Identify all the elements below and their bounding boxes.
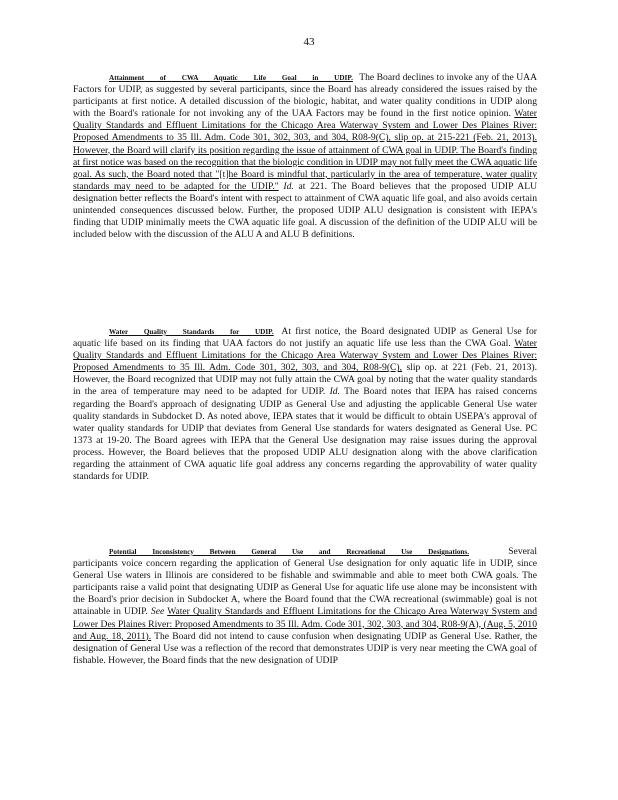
citation-text: Water Quality Standards and Effluent Limitations for the Chicago Area Waterway System and Lower Des Plaines River: Proposed Amendments to 35 Ill. Adm. Code 301, 302, 303, and 304, R08-9(C), slip op. at 215-221 (Feb. 21, 2013). However, the Board will clarify its position regarding the issue of attainment of CWA goal in UDIP. The Board's finding at first notice was based on the recognition that the biologic condition in UDIP may not fully meet the CWA aquatic life goal. As such, the Board noted that "[t]he Board is mindful that, particularly in the area of temperature, water quality standards may need to be adapted for the UDIP." bbox=[73, 108, 537, 192]
citation-signal: Id. bbox=[329, 386, 340, 398]
paragraph-text: at 221. The Board believes that the proposed UDIP ALU designation better reflects the Board's intent with respect to attainment of CWA aquatic life goal, and also avoids certain unintended consequences discussed below. Further, the proposed UDIP ALU designation is consistent with IEPA's finding that UDIP minimally meets the CWA aquatic life goal. A discussion of the definition of the UDIP ALU will be included below with the discussion of the ALU A and ALU B definitions. bbox=[73, 180, 538, 241]
paragraph-text: Several participants voice concern regarding the application of General Use designation for only aquatic life in UDIP, since General Use waters in Illinois are considered to be fishable and swimmable and able to meet both CWA goals. The participants raise a valid point that designating UDIP as General Use for aquatic life use alone may be inconsistent with the Board's prior decision in Subdocket A, where the Board found that the CWA recreational (swimmable) goal is not attainable in UDIP. bbox=[73, 546, 537, 618]
paragraph-aquatic-life-goal bbox=[73, 72, 537, 241]
citation-signal: Id. bbox=[283, 180, 294, 192]
paragraph-text: The Board did not intend to cause confusion when designating UDIP as General Use. Rather, the designation of General Use was a reflection of the record that demonstrates UDIP is very near meeting the CWA goal of fishable. However, the Board finds that the new designation of UDIP bbox=[73, 630, 537, 666]
paragraph-text: The Board notes that IEPA has raised concerns regarding the Board's approach of designating UDIP as General Use and adjusting the applicable General Use water quality standards in Subdocket D. As noted above, IEPA states that it would be difficult to obtain USEPA's approval of water quality standards for UDIP that deviates from General Use standards for waters designated as General Use. PC 1373 at 19-20. The Board agrees with IEPA that the General Use designation may raise issues during the approval process. However, the Board believes that the proposed UDIP ALU designation along with the above clarification regarding the attainment of CWA aquatic life goal address any concerns regarding the approvability of water quality standards for UDIP. bbox=[73, 386, 537, 483]
citation-text: Water Quality Standards and Effluent Limitations for the Chicago Area Waterway System and Lower Des Plaines River: Proposed Amendments to 35 Ill. Adm. Code 301, 302, 303, and 304, R08-9(A), (Aug. 5, 2010 and Aug. 18, 2011). bbox=[73, 606, 537, 642]
paragraph-text: slip op. at 221 (Feb. 21, 2013). However, the Board recognized that UDIP may not fully attain the CWA goal by noting that the water quality standards in the area of temperature may need to be adapted for UDIP. bbox=[73, 362, 537, 398]
page-number: 43 bbox=[303, 36, 315, 48]
paragraph-water-quality-standards bbox=[73, 326, 537, 483]
paragraph-inconsistency bbox=[73, 546, 537, 667]
citation-text: Water Quality Standards and Effluent Limitations for the Chicago Area Waterway System and Lower Des Plaines River: Proposed Amendments to 35 Ill. Adm. Code 301, 302, 303, and 304, R08-9(C), bbox=[73, 338, 537, 374]
section-heading: Potential Inconsistency Between General Use and Recreational Use Designations. bbox=[109, 548, 470, 556]
citation-signal: See bbox=[150, 606, 165, 618]
paragraph-text: At first notice, the Board designated UDIP as General Use for aquatic life based on its finding that UAA factors do not justify an aquatic life use less than the CWA Goal. bbox=[73, 326, 537, 350]
section-heading: Attainment of CWA Aquatic Life Goal in UDIP. bbox=[109, 74, 353, 82]
paragraph-text: The Board declines to invoke any of the UAA Factors for UDIP, as suggested by several participants, since the Board has already considered the issues raised by the participants at first notice. A detailed discussion of the biologic, habitat, and water quality conditions in UDIP along with the Board's rationale for not invoking any of the UAA Factors may be found in the first notice opinion. bbox=[73, 72, 537, 120]
section-heading: Water Quality Standards for UDIP. bbox=[109, 328, 274, 336]
